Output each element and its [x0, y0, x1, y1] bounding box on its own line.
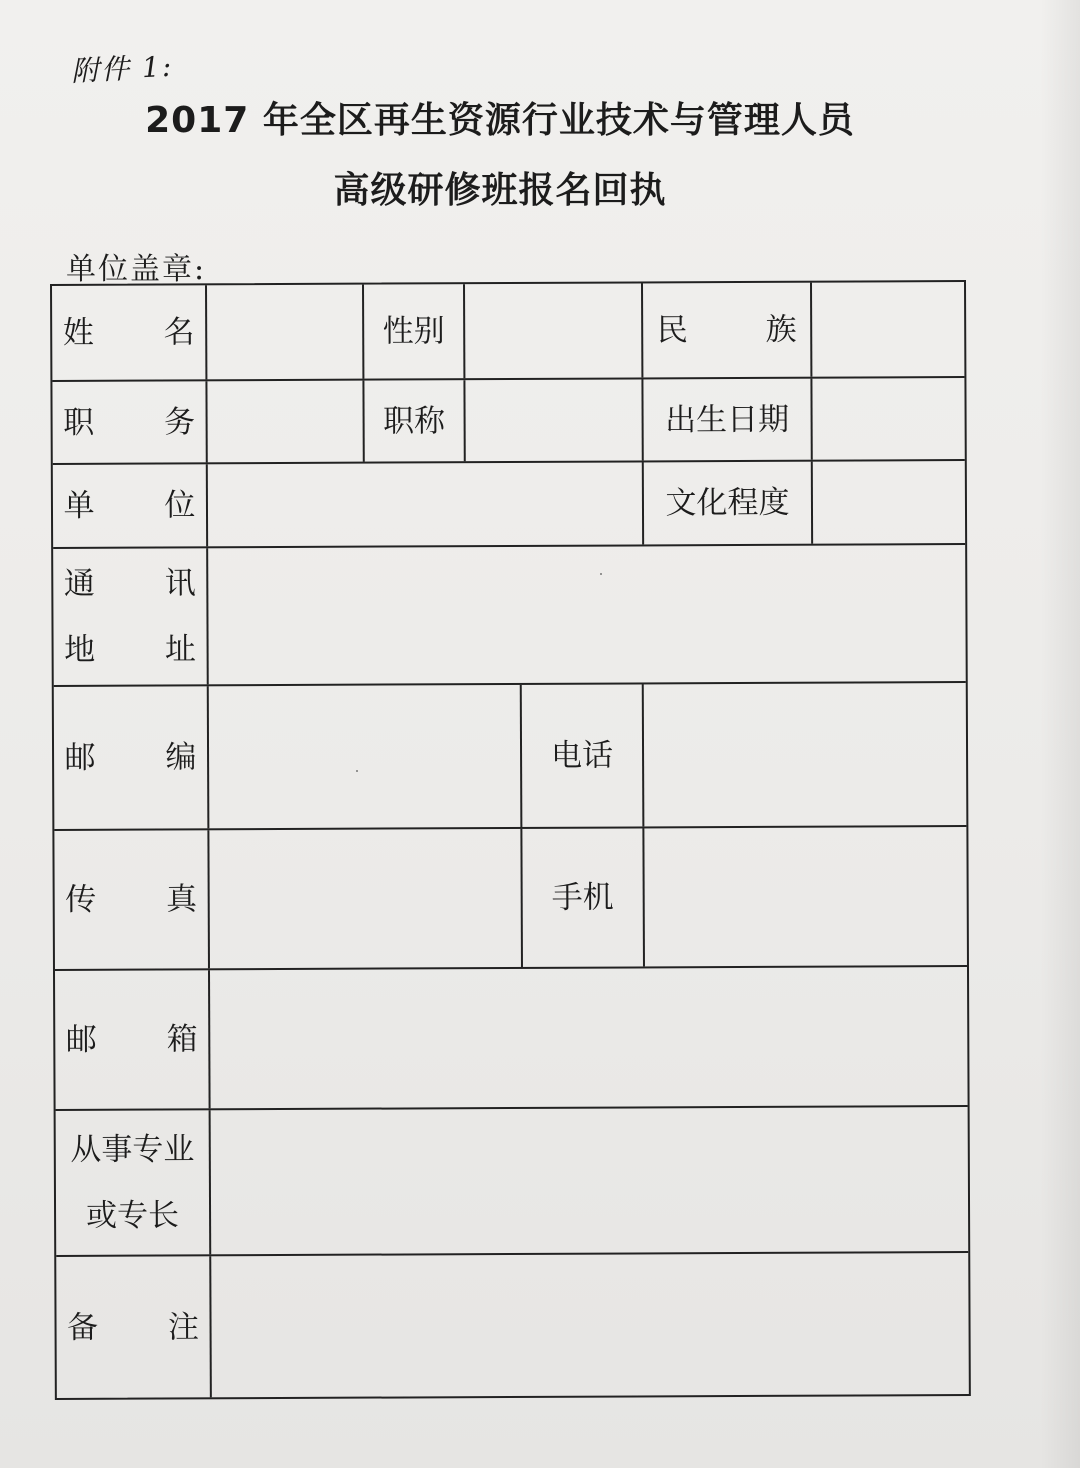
unit-label-cell — [53, 464, 226, 547]
document-title-line2: 高级研修班报名回执 — [333, 170, 667, 211]
ethnicity-input-cell[interactable] — [810, 282, 964, 377]
gender-input-cell[interactable] — [463, 283, 641, 378]
name-input-cell[interactable] — [205, 285, 362, 380]
fax-label-cell — [54, 830, 228, 969]
email-input-cell[interactable] — [208, 967, 968, 1108]
title-label-cell — [362, 380, 463, 461]
fax-label: 传 真 — [65, 881, 228, 918]
form-row-email — [55, 967, 968, 1111]
mobile-input-cell[interactable] — [642, 827, 967, 966]
birth-date-label-cell — [641, 379, 810, 461]
form-row-name — [52, 282, 964, 382]
education-label-cell — [642, 462, 811, 545]
unit-label: 单 位 — [63, 487, 226, 524]
title-label: 职称 — [383, 402, 446, 440]
gender-label-cell — [362, 284, 463, 378]
name-label-cell — [52, 285, 225, 380]
form-row-specialty — [56, 1107, 969, 1257]
email-label: 邮 箱 — [65, 1021, 228, 1058]
email-label-cell — [55, 970, 228, 1109]
remarks-input-cell[interactable] — [209, 1253, 969, 1397]
postcode-label-cell — [54, 686, 227, 829]
ethnicity-label: 民 族 — [656, 311, 831, 349]
phone-label: 电话 — [550, 737, 614, 774]
paper-speck — [356, 770, 358, 772]
education-input-cell[interactable] — [811, 461, 965, 544]
remarks-label: 备 注 — [67, 1308, 230, 1346]
specialty-label-line2: 或专长 — [85, 1197, 180, 1234]
document-title-line1: 2017 年全区再生资源行业技术与管理人员 — [145, 100, 855, 141]
position-label-cell — [52, 381, 226, 463]
address-label-line2: 地 址 — [64, 631, 227, 668]
page-edge-shadow — [1040, 0, 1080, 1468]
form-row-position — [52, 378, 964, 465]
paper-speck — [600, 573, 602, 575]
form-row-fax — [54, 827, 967, 971]
name-label: 姓 名 — [62, 314, 225, 351]
address-label-cell — [53, 548, 227, 685]
birth-date-input-cell[interactable] — [810, 378, 964, 460]
address-label-line1: 通 讯 — [63, 565, 226, 602]
specialty-label-line1: 从事专业 — [70, 1131, 195, 1168]
ethnicity-label-cell — [641, 283, 831, 378]
form-row-unit — [53, 461, 965, 549]
phone-label-cell — [520, 684, 643, 827]
fax-input-cell[interactable] — [207, 829, 521, 968]
title-input-cell[interactable] — [463, 379, 641, 461]
unit-input-cell[interactable] — [206, 462, 642, 546]
form-row-remarks — [56, 1253, 969, 1398]
attachment-label: 附件 1: — [70, 49, 175, 88]
birth-date-label: 出生日期 — [665, 401, 790, 438]
form-row-address — [53, 545, 966, 687]
postcode-label: 邮 编 — [64, 739, 227, 776]
specialty-input-cell[interactable] — [209, 1107, 969, 1254]
position-label: 职 务 — [63, 403, 226, 441]
education-label: 文化程度 — [665, 484, 790, 522]
mobile-label: 手机 — [551, 879, 614, 916]
specialty-label-cell — [56, 1110, 210, 1255]
form-row-postcode — [54, 683, 967, 831]
position-input-cell[interactable] — [205, 381, 362, 463]
address-input-cell[interactable] — [206, 545, 966, 684]
gender-label: 性别 — [382, 313, 445, 350]
mobile-label-cell — [520, 828, 643, 967]
remarks-label-cell — [56, 1256, 230, 1398]
registration-form-table — [50, 280, 971, 1400]
unit-seal-label: 单位盖章: — [66, 252, 207, 287]
phone-input-cell[interactable] — [642, 683, 967, 826]
postcode-input-cell[interactable] — [207, 685, 521, 828]
